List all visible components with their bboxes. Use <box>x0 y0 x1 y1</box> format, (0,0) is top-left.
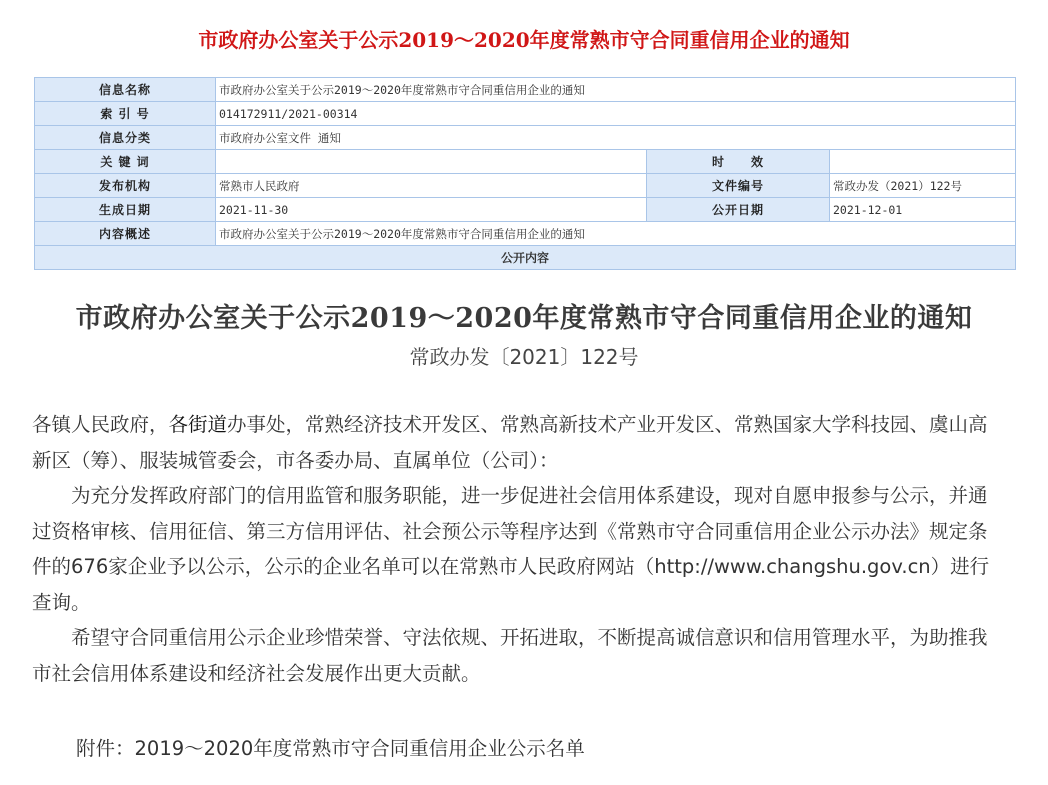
document-title: 市政府办公室关于公示2019～2020年度常熟市守合同重信用企业的通知 <box>75 303 973 334</box>
index-label: 索 引 号 <box>35 102 216 126</box>
docno-value: 常政办发（2021）122号 <box>830 174 1016 198</box>
summary-label: 内容概述 <box>35 222 216 246</box>
created-date-value: 2021-11-30 <box>216 198 647 222</box>
published-date-value: 2021-12-01 <box>830 198 1016 222</box>
addressee-part: 办事处，常熟经济技术开发区、常熟高新技术产业开发区、常熟国家大学科技园、虞山高新区（筹）、服装城管委会，市各委办局、直属单位（公司）： <box>32 413 988 472</box>
public-content-header: 公开内容 <box>35 246 1016 270</box>
docno-label: 文件编号 <box>647 174 830 198</box>
table-row <box>35 246 1016 270</box>
publisher-label: 发布机构 <box>35 174 216 198</box>
table-row <box>35 102 1016 126</box>
addressee-part: 各镇人民政府， <box>32 413 169 436</box>
summary-value: 市政府办公室关于公示2019～2020年度常熟市守合同重信用企业的通知 <box>216 222 1016 246</box>
table-row <box>35 198 1016 222</box>
table-row <box>35 174 1016 198</box>
published-date-label: 公开日期 <box>647 198 830 222</box>
category-value: 市政府办公室文件 通知 <box>216 126 1016 150</box>
validity-label: 时 效 <box>647 150 830 174</box>
validity-value <box>830 150 1016 174</box>
info-name-value: 市政府办公室关于公示2019～2020年度常熟市守合同重信用企业的通知 <box>216 78 1016 102</box>
addressee-paragraph <box>32 407 1000 478</box>
body-paragraph-2: 希望守合同重信用公示企业珍惜荣誉、守法依规、开拓进取，不断提高诚信意识和信用管理水平，为助推我市社会信用体系建设和经济社会发展作出更大贡献。 <box>32 626 988 685</box>
publisher-value: 常熟市人民政府 <box>216 174 647 198</box>
info-table <box>34 77 1016 270</box>
created-date-label: 生成日期 <box>35 198 216 222</box>
table-row <box>35 150 1016 174</box>
table-row <box>35 126 1016 150</box>
page-title: 市政府办公室关于公示2019～2020年度常熟市守合同重信用企业的通知 <box>198 28 850 52</box>
keywords-label: 关 键 词 <box>35 150 216 174</box>
attachment-line: 附件：2019～2020年度常熟市守合同重信用企业公示名单 <box>76 737 585 760</box>
document-body <box>32 407 1000 691</box>
document-number: 常政办发〔2021〕122号 <box>409 345 639 369</box>
info-name-label: 信息名称 <box>35 78 216 102</box>
index-value: 014172911/2021-00314 <box>216 102 1016 126</box>
keywords-value <box>216 150 647 174</box>
addressee-highlight: 各街道 <box>168 413 228 436</box>
table-row <box>35 78 1016 102</box>
table-row <box>35 222 1016 246</box>
category-label: 信息分类 <box>35 126 216 150</box>
body-paragraph-1: 为充分发挥政府部门的信用监管和服务职能，进一步促进社会信用体系建设，现对自愿申报参与公示，并通过资格审核、信用征信、第三方信用评估、社会预公示等程序达到《常熟市守合同重信用企业公示办法》规定条件的676家企业予以公示，公示的企业名单可以在常熟市人民政府网站（http://www.changshu.gov.cn）进行查询。 <box>32 484 990 614</box>
